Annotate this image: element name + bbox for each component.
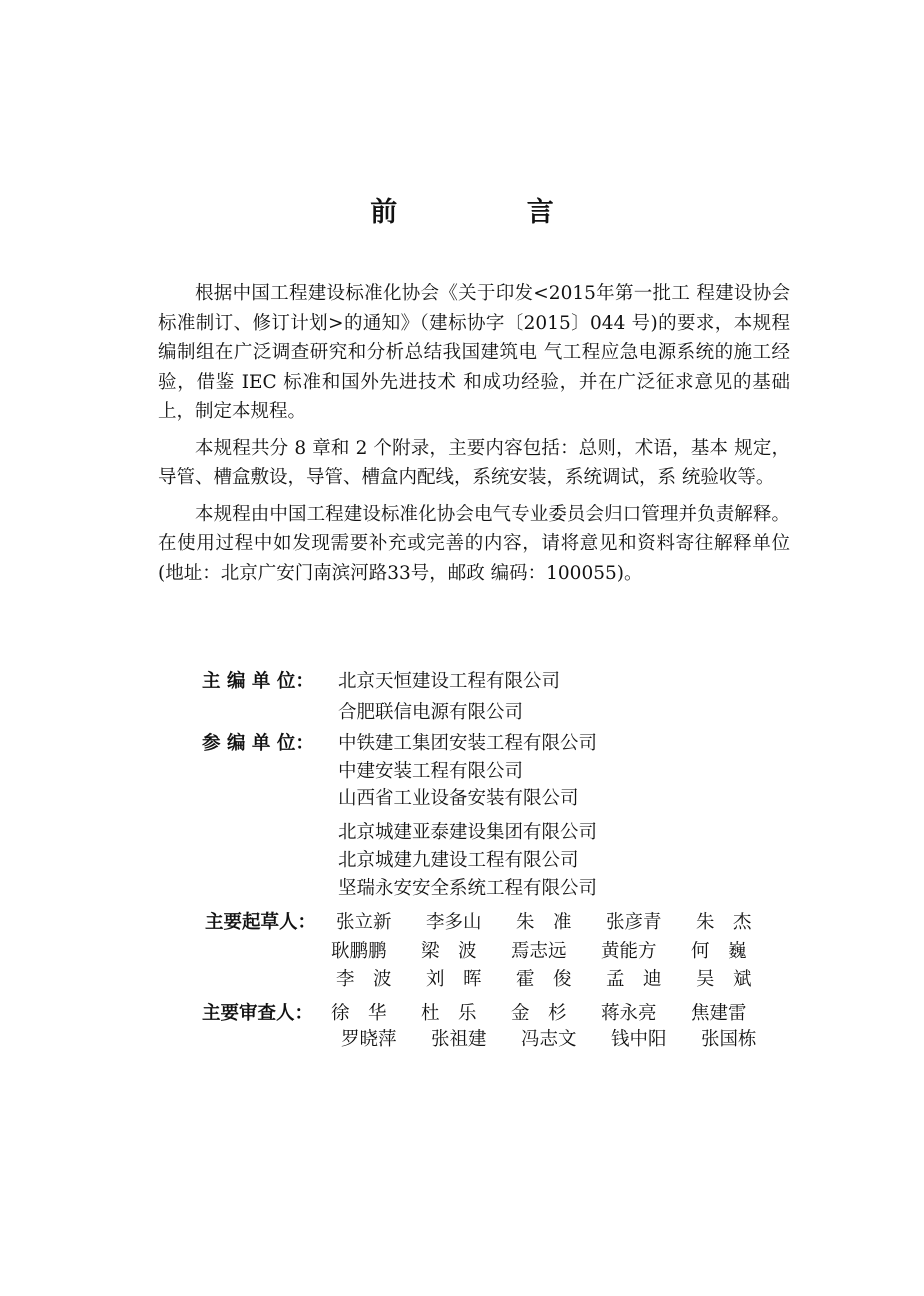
drafter-name: 朱 杰 [696,912,752,933]
reviewer-name: 钱中阳 [611,1029,667,1050]
chief-unit: 北京天恒建设工程有限公司 [338,671,561,692]
drafters-row [331,937,781,963]
participating-unit: 中铁建工集团安装工程有限公司 [338,733,598,754]
reviewer-name: 焦建雷 [691,1003,747,1024]
reviewer-name: 张国栋 [701,1029,757,1050]
participating-units-label: 参 编 单 位： [202,733,314,754]
drafter-name: 焉志远 [511,941,567,962]
drafter-name: 耿鹏鹏 [331,941,387,962]
drafter-name: 孟 迪 [606,969,662,990]
drafter-name: 梁 波 [421,941,477,962]
chief-unit: 合肥联信电源有限公司 [338,702,524,723]
drafters-row [336,965,786,991]
drafter-name: 朱 准 [516,912,572,933]
drafters-label: 主要起草人： [205,912,317,933]
reviewers-row [331,999,781,1025]
participating-unit: 北京城建九建设工程有限公司 [338,850,579,871]
reviewer-name: 张祖建 [431,1029,487,1050]
reviewer-name: 徐 华 [331,1003,387,1024]
participating-unit: 山西省工业设备安装有限公司 [338,788,579,809]
drafter-name: 何 巍 [691,941,747,962]
paragraph-2: 本规程共分 8 章和 2 个附录，主要内容包括：总则，术语，基本 规定，导管、槽盒敷设，导管、槽盒内配线，系统安装，系统调试，系 统验收等。 [158,437,790,488]
reviewers-label: 主要审查人： [202,1003,314,1024]
paragraph-1: 根据中国工程建设标准化协会《关于印发<2015年第一批工 程建设协会标准制订、修订计划>的通知》（建标协字〔2015〕044 号)的要求，本规程编制组在广泛调查研究和分析总结我国建筑电 气工程应急电源系统的施工经验，借鉴 IEC 标准和国外先进技术 和成功经验，并在广泛征求意见的基础上，制定本规程。 [158,283,790,422]
drafter-name: 张彦青 [606,912,662,933]
page-title: 前 言 [370,197,614,228]
drafter-name: 霍 俊 [516,969,572,990]
reviewer-name: 冯志文 [521,1029,577,1050]
drafter-name: 李 波 [336,969,392,990]
drafter-name: 张立新 [336,912,392,933]
paragraph-3: 本规程由中国工程建设标准化协会电气专业委员会归口管理并负责解释。在使用过程中如发现需要补充或完善的内容，请将意见和资料寄往解释单位(地址：北京广安门南滨河路33号，邮政 编码：100055)。 [158,503,790,584]
drafter-name: 刘 晖 [426,969,482,990]
reviewer-name: 金 杉 [511,1003,567,1024]
drafters-row [336,908,786,934]
chief-units-label: 主 编 单 位： [202,671,314,692]
drafter-name: 吴 斌 [696,969,752,990]
drafter-name: 李多山 [426,912,482,933]
preface-body [158,279,790,595]
reviewer-name: 杜 乐 [421,1003,477,1024]
reviewer-name: 罗晓萍 [341,1029,397,1050]
participating-unit: 中建安装工程有限公司 [338,761,524,782]
drafter-name: 黄能方 [601,941,657,962]
participating-unit: 北京城建亚泰建设集团有限公司 [338,822,598,843]
reviewer-name: 蒋永亮 [601,1003,657,1024]
participating-unit: 坚瑞永安安全系统工程有限公司 [338,878,598,899]
reviewers-row [341,1025,791,1051]
